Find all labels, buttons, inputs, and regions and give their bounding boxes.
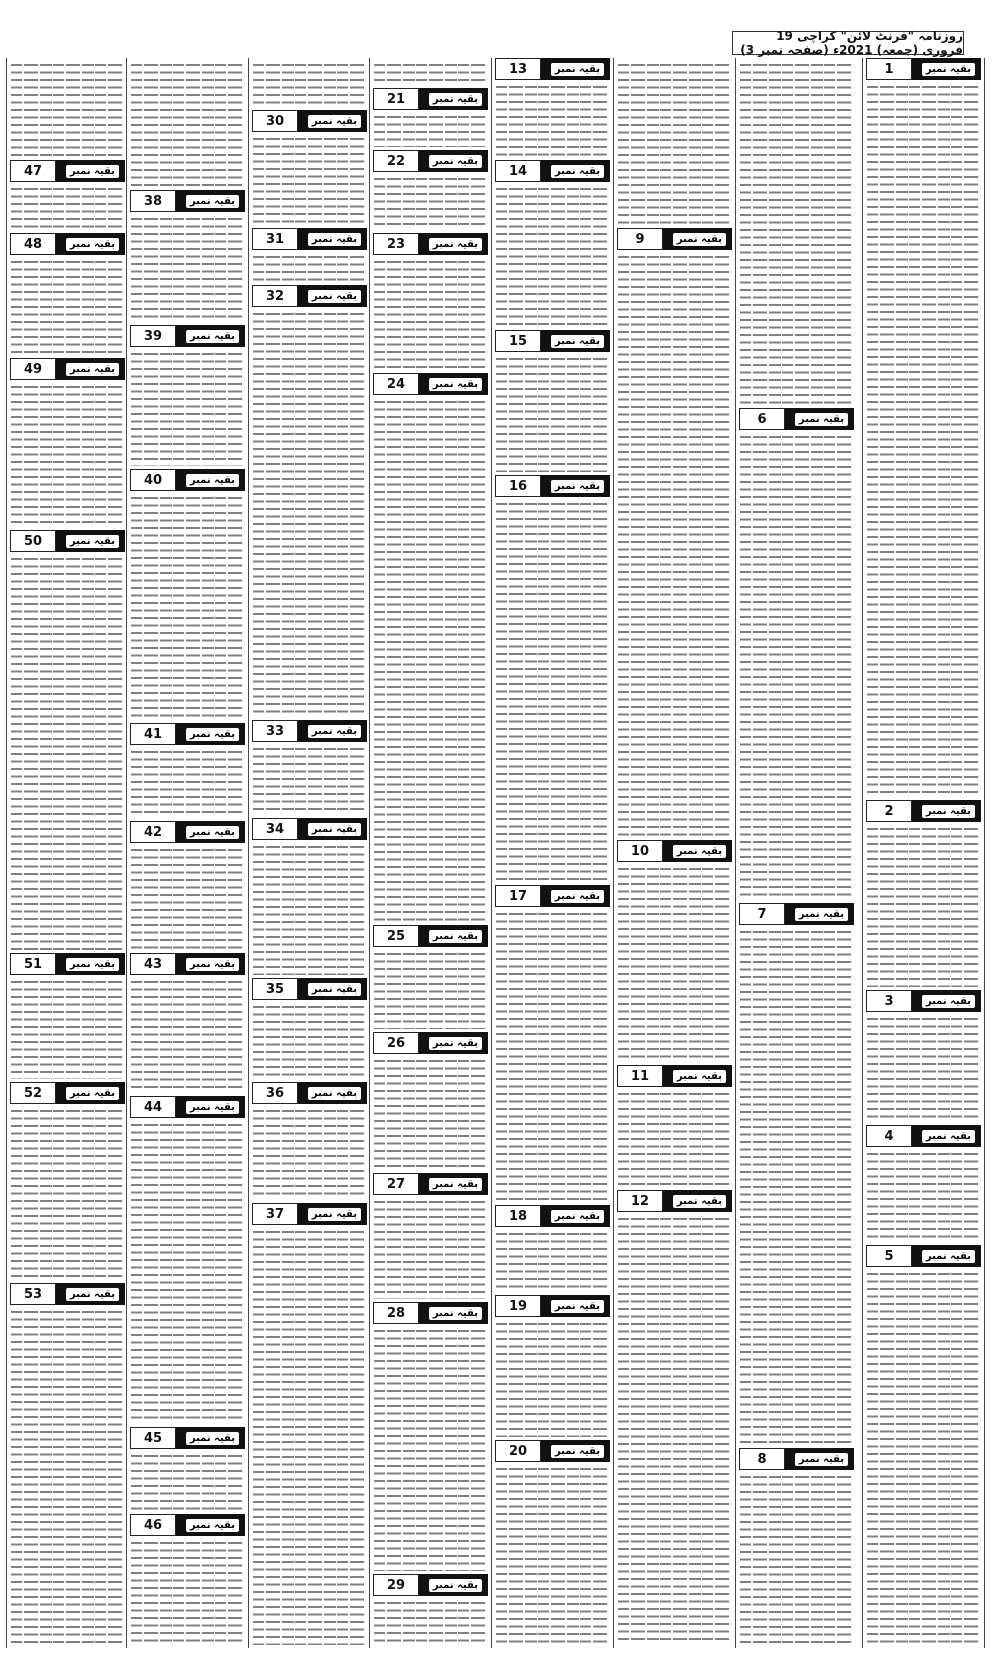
section-number: 5 xyxy=(866,1245,912,1267)
section-bar xyxy=(56,953,125,975)
article-text-block xyxy=(131,1452,244,1511)
section-header xyxy=(495,1295,610,1317)
section-header xyxy=(252,978,367,1000)
section-bar xyxy=(176,469,245,491)
section-number: 18 xyxy=(495,1205,541,1227)
section-label: بقیہ نمبر xyxy=(66,1087,119,1100)
section-label: بقیہ نمبر xyxy=(308,290,361,303)
article-text-block xyxy=(11,61,124,157)
section-header xyxy=(130,1096,245,1118)
section-header xyxy=(252,720,367,742)
section-number: 17 xyxy=(495,885,541,907)
section-number: 4 xyxy=(866,1125,912,1147)
section-bar xyxy=(541,475,610,497)
article-text-block xyxy=(618,253,731,837)
section-label: بقیہ نمبر xyxy=(66,958,119,971)
section-number: 12 xyxy=(617,1190,663,1212)
section-bar xyxy=(419,88,488,110)
section-header xyxy=(617,840,732,862)
article-text-block xyxy=(253,1107,366,1200)
section-header xyxy=(252,1082,367,1104)
column-5 xyxy=(369,58,491,1648)
section-bar xyxy=(663,228,732,250)
section-label: بقیہ نمبر xyxy=(673,233,726,246)
section-number: 47 xyxy=(10,160,56,182)
section-label: بقیہ نمبر xyxy=(186,474,239,487)
section-label: بقیہ نمبر xyxy=(551,890,604,903)
section-number: 15 xyxy=(495,330,541,352)
section-bar xyxy=(176,953,245,975)
section-header xyxy=(10,1082,125,1104)
section-header xyxy=(252,228,367,250)
section-label: بقیہ نمبر xyxy=(66,165,119,178)
section-bar xyxy=(56,233,125,255)
section-label: بقیہ نمبر xyxy=(922,805,975,818)
article-text-block xyxy=(496,185,609,327)
article-text-block xyxy=(11,555,124,950)
section-label: بقیہ نمبر xyxy=(673,1195,726,1208)
section-header xyxy=(866,1245,981,1267)
section-header xyxy=(617,1065,732,1087)
section-label: بقیہ نمبر xyxy=(308,1208,361,1221)
section-header xyxy=(739,1448,854,1470)
section-bar xyxy=(56,1283,125,1305)
section-header xyxy=(373,1173,488,1195)
section-label: بقیہ نمبر xyxy=(429,1178,482,1191)
section-label: بقیہ نمبر xyxy=(429,1579,482,1592)
section-bar xyxy=(176,1427,245,1449)
section-bar xyxy=(912,58,981,80)
section-bar xyxy=(663,840,732,862)
section-bar xyxy=(541,1440,610,1462)
section-header xyxy=(373,233,488,255)
article-text-block xyxy=(496,1320,609,1437)
section-number: 19 xyxy=(495,1295,541,1317)
article-text-block xyxy=(253,61,366,107)
article-text-block xyxy=(740,61,853,405)
section-header xyxy=(130,953,245,975)
section-header xyxy=(373,150,488,172)
section-number: 7 xyxy=(739,903,785,925)
section-label: بقیہ نمبر xyxy=(66,238,119,251)
article-text-block xyxy=(374,1057,487,1170)
section-bar xyxy=(912,1125,981,1147)
section-number: 22 xyxy=(373,150,419,172)
column-1 xyxy=(862,58,985,1648)
section-number: 8 xyxy=(739,1448,785,1470)
section-bar xyxy=(298,1203,367,1225)
article-text-block xyxy=(131,748,244,818)
section-header xyxy=(10,530,125,552)
article-text-block xyxy=(253,310,366,717)
section-label: بقیہ نمبر xyxy=(551,1300,604,1313)
section-header xyxy=(130,190,245,212)
section-header xyxy=(495,1205,610,1227)
section-header xyxy=(10,1283,125,1305)
section-number: 36 xyxy=(252,1082,298,1104)
section-header xyxy=(617,1190,732,1212)
section-label: بقیہ نمبر xyxy=(186,330,239,343)
section-number: 13 xyxy=(495,58,541,80)
section-label: بقیہ نمبر xyxy=(186,728,239,741)
article-text-block xyxy=(131,494,244,720)
section-number: 16 xyxy=(495,475,541,497)
article-text-block xyxy=(496,83,609,157)
section-bar xyxy=(298,285,367,307)
section-bar xyxy=(419,925,488,947)
article-text-block xyxy=(740,1473,853,1645)
section-label: بقیہ نمبر xyxy=(922,1250,975,1263)
section-number: 53 xyxy=(10,1283,56,1305)
section-label: بقیہ نمبر xyxy=(429,238,482,251)
section-label: بقیہ نمبر xyxy=(429,1307,482,1320)
article-text-block xyxy=(253,1228,366,1645)
section-number: 34 xyxy=(252,818,298,840)
section-bar xyxy=(419,1173,488,1195)
section-header xyxy=(130,325,245,347)
section-number: 27 xyxy=(373,1173,419,1195)
article-text-block xyxy=(131,61,244,187)
article-text-block xyxy=(253,843,366,975)
section-header xyxy=(130,469,245,491)
section-label: بقیہ نمبر xyxy=(551,1445,604,1458)
article-text-block xyxy=(374,1198,487,1299)
column-6 xyxy=(248,58,370,1648)
section-number: 29 xyxy=(373,1574,419,1596)
section-number: 42 xyxy=(130,821,176,843)
section-bar xyxy=(56,358,125,380)
section-number: 2 xyxy=(866,800,912,822)
section-header xyxy=(739,408,854,430)
section-header xyxy=(373,373,488,395)
section-number: 9 xyxy=(617,228,663,250)
section-bar xyxy=(176,325,245,347)
section-bar xyxy=(176,1096,245,1118)
article-text-block xyxy=(618,865,731,1062)
section-label: بقیہ نمبر xyxy=(308,1087,361,1100)
section-number: 44 xyxy=(130,1096,176,1118)
section-header xyxy=(495,58,610,80)
section-label: بقیہ نمبر xyxy=(429,93,482,106)
section-label: بقیہ نمبر xyxy=(795,908,848,921)
article-text-block xyxy=(374,950,487,1029)
article-text-block xyxy=(496,910,609,1202)
section-header xyxy=(373,1032,488,1054)
article-text-block xyxy=(11,1107,124,1280)
section-label: بقیہ نمبر xyxy=(551,480,604,493)
section-bar xyxy=(663,1190,732,1212)
section-header xyxy=(10,358,125,380)
section-bar xyxy=(785,1448,854,1470)
section-bar xyxy=(912,800,981,822)
page-masthead: روزنامہ "فرنٹ لائن" کراچی 19 فروری (جمعہ) 2021ء (صفحہ نمبر 3) xyxy=(732,31,964,55)
section-number: 37 xyxy=(252,1203,298,1225)
section-label: بقیہ نمبر xyxy=(795,413,848,426)
section-bar xyxy=(541,1295,610,1317)
section-label: بقیہ نمبر xyxy=(795,1453,848,1466)
section-header xyxy=(495,1440,610,1462)
section-bar xyxy=(56,530,125,552)
article-text-block xyxy=(496,355,609,472)
section-number: 33 xyxy=(252,720,298,742)
section-header xyxy=(252,110,367,132)
section-header xyxy=(495,885,610,907)
article-text-block xyxy=(374,1327,487,1571)
section-header xyxy=(252,285,367,307)
section-header xyxy=(373,925,488,947)
section-bar xyxy=(912,990,981,1012)
article-text-block xyxy=(11,383,124,527)
section-number: 40 xyxy=(130,469,176,491)
section-header xyxy=(866,1125,981,1147)
section-label: بقیہ نمبر xyxy=(66,535,119,548)
article-text-block xyxy=(740,433,853,900)
section-number: 31 xyxy=(252,228,298,250)
section-label: بقیہ نمبر xyxy=(186,826,239,839)
section-number: 50 xyxy=(10,530,56,552)
article-text-block xyxy=(867,825,980,987)
section-label: بقیہ نمبر xyxy=(551,1210,604,1223)
section-number: 35 xyxy=(252,978,298,1000)
article-text-block xyxy=(131,350,244,466)
section-bar xyxy=(298,1082,367,1104)
section-number: 3 xyxy=(866,990,912,1012)
section-bar xyxy=(541,58,610,80)
section-label: بقیہ نمبر xyxy=(551,165,604,178)
section-label: بقیہ نمبر xyxy=(186,958,239,971)
section-number: 11 xyxy=(617,1065,663,1087)
section-number: 32 xyxy=(252,285,298,307)
section-label: بقیہ نمبر xyxy=(308,823,361,836)
section-header xyxy=(252,1203,367,1225)
section-number: 45 xyxy=(130,1427,176,1449)
article-text-block xyxy=(618,61,731,225)
section-number: 30 xyxy=(252,110,298,132)
section-number: 10 xyxy=(617,840,663,862)
section-label: بقیہ نمبر xyxy=(66,363,119,376)
section-number: 52 xyxy=(10,1082,56,1104)
section-bar xyxy=(912,1245,981,1267)
section-label: بقیہ نمبر xyxy=(429,930,482,943)
section-label: بقیہ نمبر xyxy=(429,1037,482,1050)
article-text-block xyxy=(867,83,980,797)
section-header xyxy=(10,160,125,182)
section-number: 43 xyxy=(130,953,176,975)
article-text-block xyxy=(253,135,366,225)
section-number: 21 xyxy=(373,88,419,110)
section-label: بقیہ نمبر xyxy=(429,378,482,391)
section-bar xyxy=(541,1205,610,1227)
section-bar xyxy=(298,110,367,132)
section-header xyxy=(10,953,125,975)
section-label: بقیہ نمبر xyxy=(186,195,239,208)
section-bar xyxy=(56,160,125,182)
section-bar xyxy=(541,330,610,352)
section-header xyxy=(617,228,732,250)
section-header xyxy=(130,1514,245,1536)
article-text-block xyxy=(618,1215,731,1645)
article-text-block xyxy=(374,1599,487,1645)
section-header xyxy=(130,1427,245,1449)
article-text-block xyxy=(867,1150,980,1242)
section-label: بقیہ نمبر xyxy=(429,155,482,168)
section-header xyxy=(373,1574,488,1596)
section-bar xyxy=(56,1082,125,1104)
section-header xyxy=(495,330,610,352)
article-text-block xyxy=(131,215,244,322)
article-text-block xyxy=(11,185,124,230)
section-bar xyxy=(298,228,367,250)
section-number: 14 xyxy=(495,160,541,182)
section-label: بقیہ نمبر xyxy=(308,115,361,128)
section-number: 39 xyxy=(130,325,176,347)
section-label: بقیہ نمبر xyxy=(922,63,975,76)
section-bar xyxy=(541,885,610,907)
article-text-block xyxy=(131,1121,244,1424)
section-bar xyxy=(419,1574,488,1596)
section-label: بقیہ نمبر xyxy=(66,1288,119,1301)
article-text-block xyxy=(131,1539,244,1645)
article-text-block xyxy=(11,258,124,355)
section-label: بقیہ نمبر xyxy=(673,1070,726,1083)
article-text-block xyxy=(618,1090,731,1187)
article-text-block xyxy=(496,500,609,882)
section-label: بقیہ نمبر xyxy=(673,845,726,858)
section-bar xyxy=(176,723,245,745)
section-number: 49 xyxy=(10,358,56,380)
section-number: 41 xyxy=(130,723,176,745)
article-text-block xyxy=(496,1465,609,1645)
section-header xyxy=(252,818,367,840)
article-text-block xyxy=(11,1308,124,1645)
section-bar xyxy=(176,190,245,212)
article-text-block xyxy=(867,1015,980,1122)
article-text-block xyxy=(253,745,366,815)
article-text-block xyxy=(253,1003,366,1079)
section-header xyxy=(130,821,245,843)
section-bar xyxy=(298,720,367,742)
section-bar xyxy=(785,903,854,925)
section-header xyxy=(495,160,610,182)
column-7 xyxy=(126,58,248,1648)
section-label: بقیہ نمبر xyxy=(186,1101,239,1114)
section-bar xyxy=(785,408,854,430)
article-text-block xyxy=(374,398,487,922)
section-bar xyxy=(419,1032,488,1054)
section-label: بقیہ نمبر xyxy=(922,1130,975,1143)
section-header xyxy=(739,903,854,925)
section-number: 51 xyxy=(10,953,56,975)
article-text-block xyxy=(374,258,487,370)
section-number: 20 xyxy=(495,1440,541,1462)
section-header xyxy=(866,990,981,1012)
section-header xyxy=(866,58,981,80)
column-3 xyxy=(613,58,735,1648)
article-text-block xyxy=(374,175,487,230)
article-text-block xyxy=(253,253,366,282)
section-number: 46 xyxy=(130,1514,176,1536)
section-label: بقیہ نمبر xyxy=(551,63,604,76)
section-header xyxy=(373,88,488,110)
section-header xyxy=(866,800,981,822)
section-label: بقیہ نمبر xyxy=(551,335,604,348)
section-bar xyxy=(176,1514,245,1536)
column-2 xyxy=(735,58,857,1648)
article-text-block xyxy=(740,928,853,1445)
section-label: بقیہ نمبر xyxy=(186,1432,239,1445)
section-bar xyxy=(663,1065,732,1087)
section-bar xyxy=(176,821,245,843)
section-bar xyxy=(298,978,367,1000)
section-number: 28 xyxy=(373,1302,419,1324)
section-label: بقیہ نمبر xyxy=(308,725,361,738)
section-label: بقیہ نمبر xyxy=(186,1519,239,1532)
section-bar xyxy=(541,160,610,182)
section-header xyxy=(373,1302,488,1324)
section-label: بقیہ نمبر xyxy=(308,983,361,996)
article-text-block xyxy=(131,978,244,1093)
section-number: 48 xyxy=(10,233,56,255)
article-text-block xyxy=(374,61,487,85)
section-bar xyxy=(419,373,488,395)
section-header xyxy=(495,475,610,497)
section-bar xyxy=(419,1302,488,1324)
section-number: 25 xyxy=(373,925,419,947)
article-text-block xyxy=(131,846,244,950)
column-4 xyxy=(491,58,613,1648)
section-number: 24 xyxy=(373,373,419,395)
section-label: بقیہ نمبر xyxy=(922,995,975,1008)
section-bar xyxy=(298,818,367,840)
section-bar xyxy=(419,233,488,255)
section-label: بقیہ نمبر xyxy=(308,233,361,246)
section-number: 26 xyxy=(373,1032,419,1054)
article-text-block xyxy=(11,978,124,1079)
section-header xyxy=(10,233,125,255)
section-header xyxy=(130,723,245,745)
section-number: 6 xyxy=(739,408,785,430)
section-bar xyxy=(419,150,488,172)
article-text-block xyxy=(867,1270,980,1645)
section-number: 38 xyxy=(130,190,176,212)
column-8 xyxy=(6,58,128,1648)
section-number: 23 xyxy=(373,233,419,255)
section-number: 1 xyxy=(866,58,912,80)
article-text-block xyxy=(496,1230,609,1292)
article-text-block xyxy=(374,113,487,147)
